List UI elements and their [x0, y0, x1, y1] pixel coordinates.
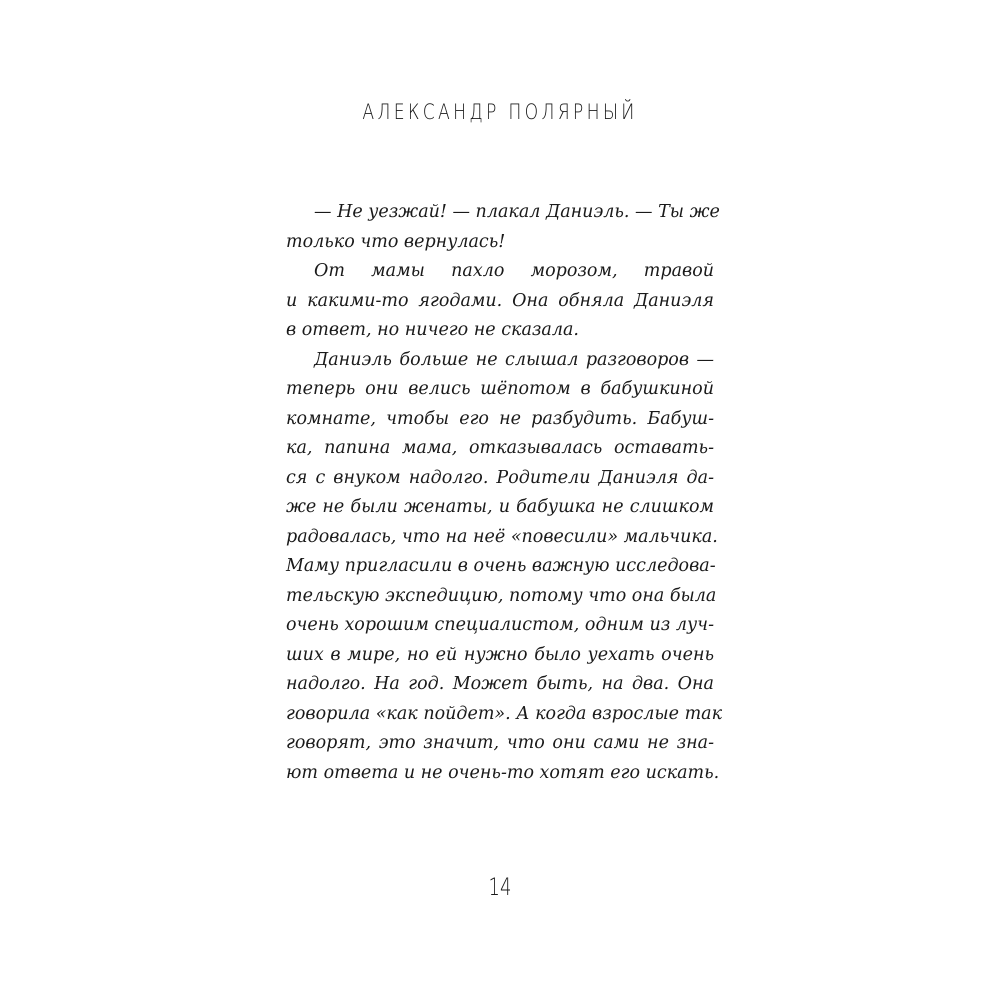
text-line: в ответ, но ничего не сказала. [286, 320, 579, 340]
page-number: 14 [488, 873, 512, 901]
text-line: надолго. На год. Может быть, на два. Она [286, 674, 714, 694]
text-line: говорят, это значит, что они сами не зна- [286, 733, 714, 753]
body-text [286, 198, 723, 788]
text-line: говорила «как пойдет». А когда взрослые так [286, 703, 723, 724]
text-line: радовалась, что на неё «повесили» мальчика. [286, 526, 718, 547]
text-line: же не были женаты, и бабушка не слишком [286, 497, 714, 517]
text-line: От мамы пахло морозом, травой [314, 261, 714, 281]
text-line: ка, папина мама, отказывалась оставать- [286, 438, 714, 458]
text-line: очень хорошим специалистом, одним из луч- [286, 615, 714, 635]
text-line: — Не уезжай! — плакал Даниэль. — Ты же [314, 202, 720, 222]
text-line: ют ответа и не очень-то хотят его искать. [286, 762, 720, 783]
text-line: комнате, чтобы его не разбудить. Бабуш- [286, 408, 714, 429]
running-head-author: АЛЕКСАНДР ПОЛЯРНЫЙ [362, 100, 638, 124]
text-line: ших в мире, но ей нужно было уехать очень [286, 644, 714, 665]
text-line: только что вернулась! [286, 231, 506, 252]
text-line: Даниэль больше не слышал разговоров — [314, 349, 714, 370]
text-line: Маму пригласили в очень важную исследова- [286, 556, 716, 576]
text-line: теперь они велись шёпотом в бабушкиной [286, 379, 714, 399]
text-line: ся с внуком надолго. Родители Даниэля да- [286, 467, 714, 488]
text-line: тельскую экспедицию, потому что она была [286, 585, 717, 606]
text-line: и какими-то ягодами. Она обняла Даниэля [286, 290, 714, 311]
